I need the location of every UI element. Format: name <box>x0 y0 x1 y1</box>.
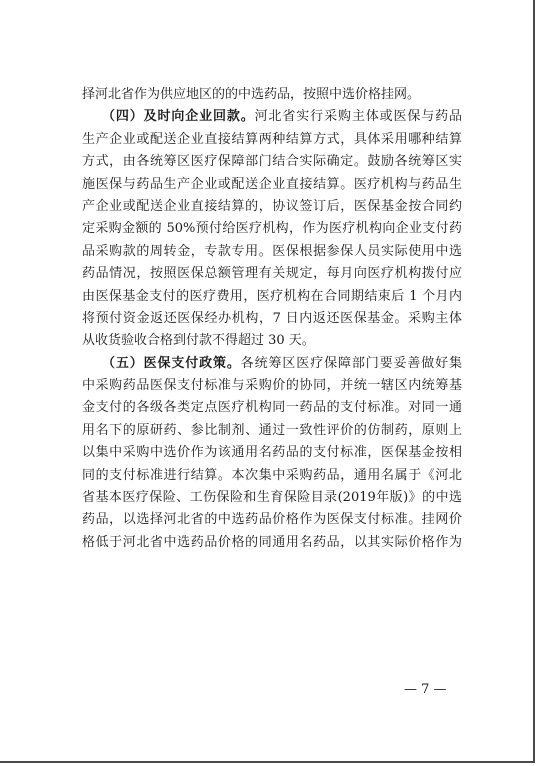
line-text: 产企业或配送企业直接结算的，协议签订后，医保基金按合同约 <box>82 198 462 214</box>
text-line <box>82 241 462 263</box>
text-line <box>82 375 462 397</box>
text-line <box>82 465 462 487</box>
text-line <box>82 397 462 419</box>
line-text: 格低于河北省中选药品价格的同通用名药品，以其实际价格作为 <box>82 534 462 550</box>
body-text <box>82 84 462 554</box>
text-line <box>82 174 462 196</box>
section-heading: （五）医保支付政策。 <box>102 355 241 371</box>
line-text: 以集中采购中选价作为该通用名药品的支付标准，医保基金按相 <box>82 445 462 461</box>
text-line <box>82 263 462 285</box>
line-text: 定采购金额的 50%预付给医疗机构，作为医疗机构向企业支付药 <box>82 221 462 237</box>
text-line <box>82 151 462 173</box>
text-line <box>82 286 462 308</box>
text-line <box>82 84 462 106</box>
line-text: 金支付的各级各类定点医疗机构同一药品的支付标准。对同一通 <box>82 400 462 416</box>
line-text: 生产企业或配送企业直接结算两种结算方式，具体采用哪种结算 <box>82 131 462 147</box>
line-text: 省基本医疗保险、工伤保险和生育保险目录(2019年版)》的中选 <box>82 490 462 506</box>
line-text: 各统筹区医疗保障部门要妥善做好集 <box>240 355 462 371</box>
text-line <box>82 218 462 240</box>
line-text: 河北省实行采购主体或医保与药品 <box>254 109 462 125</box>
line-text: 将预付资金返还医保经办机构，7 日内返还医保基金。采购主体 <box>82 310 462 326</box>
section-heading: （四）及时向企业回款。 <box>102 109 255 125</box>
line-text: 中采购药品医保支付标准与采购价的协同，并统一辖区内统筹基 <box>82 378 462 394</box>
text-line <box>82 330 462 352</box>
text-line <box>82 442 462 464</box>
text-line <box>82 196 462 218</box>
line-text: 药品，以选择河北省的中选药品价格作为医保支付标准。挂网价 <box>82 512 462 528</box>
text-line <box>82 420 462 442</box>
text-line <box>82 129 462 151</box>
line-text: 药品情况，按照医保总额管理有关规定，每月向医疗机构拨付应 <box>82 266 462 282</box>
line-text: 由医保基金支付的医疗费用，医疗机构在合同期结束后 1 个月内 <box>82 288 462 304</box>
line-text: 择河北省作为供应地区的的中选药品，按照中选价格挂网。 <box>82 87 421 102</box>
line-text: 同的支付标准进行结算。本次集中采购药品，通用名属于《河北 <box>82 467 462 483</box>
text-line <box>82 487 462 509</box>
text-line <box>82 106 462 128</box>
text-line <box>82 353 462 375</box>
line-text: 施医保与药品生产企业或配送企业直接结算。医疗机构与药品生 <box>82 176 462 192</box>
text-line <box>82 509 462 531</box>
line-text: 品采购款的周转金，专款专用。医保根据参保人员实际使用中选 <box>82 243 462 259</box>
page-number: — 7 — <box>404 682 447 697</box>
line-text: 从收货验收合格到付款不得超过 30 天。 <box>82 333 315 349</box>
text-line <box>82 532 462 554</box>
text-line <box>82 308 462 330</box>
line-text: 用名下的原研药、参比制剂、通过一致性评价的仿制药，原则上 <box>82 422 462 438</box>
line-text: 方式，由各统筹区医疗保障部门结合实际确定。鼓励各统筹区实 <box>82 154 462 170</box>
